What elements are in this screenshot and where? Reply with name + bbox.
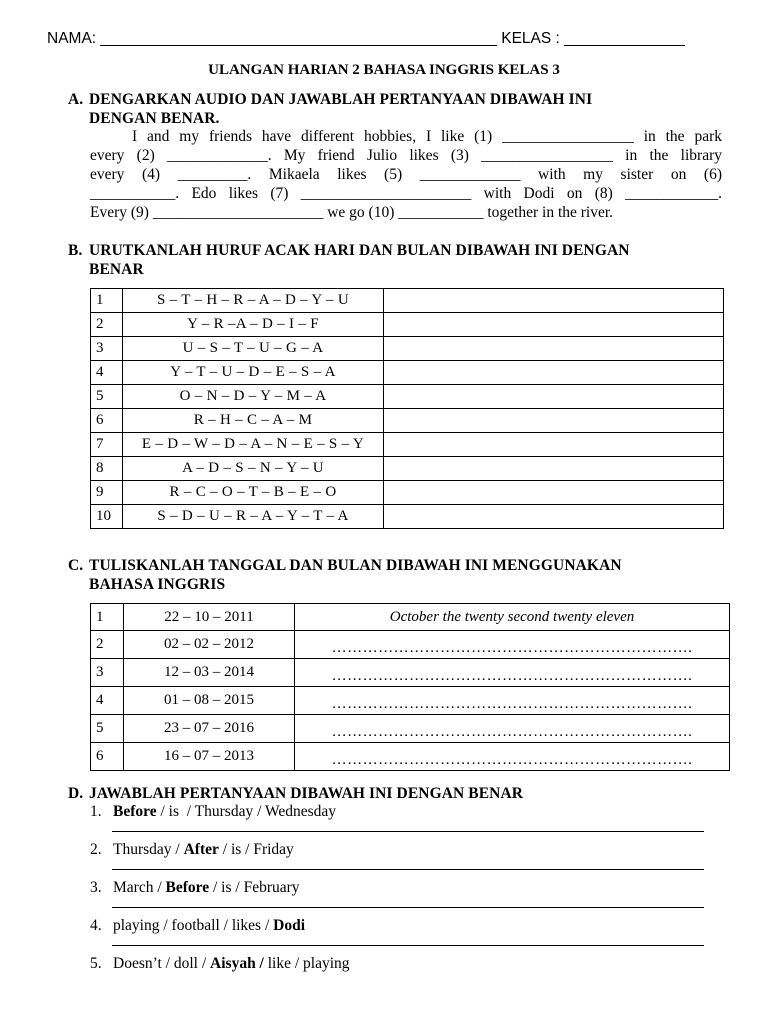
section-c-letter: C. xyxy=(68,557,84,574)
question-number: 3. xyxy=(90,879,102,896)
scrambled-row xyxy=(91,481,724,505)
question-bold-word: Before xyxy=(165,879,210,896)
scrambled-row xyxy=(91,457,724,481)
scrambled-row xyxy=(91,433,724,457)
section-d-heading-line: JAWABLAH PERTANYAAN DIBAWAH INI DENGAN BENAR xyxy=(89,785,524,802)
section-a-heading-line1: DENGARKAN AUDIO DAN JAWABLAH PERTANYAAN DIBAWAH INI xyxy=(89,91,593,108)
dates-table xyxy=(90,603,730,771)
answer-line[interactable] xyxy=(112,907,704,908)
scrambled-word: R – C – O – T – B – E – O xyxy=(123,481,384,505)
question-post: / is / Friday xyxy=(218,841,294,858)
row-number: 6 xyxy=(91,409,123,433)
answer-cell[interactable] xyxy=(384,505,724,529)
scrambled-word: O – N – D – Y – M – A xyxy=(123,385,384,409)
section-c-heading-line2: BAHASA INGGRIS xyxy=(89,576,226,593)
question-text xyxy=(90,955,350,973)
answer-line[interactable] xyxy=(112,869,704,870)
date-row xyxy=(91,631,730,659)
section-a-letter: A. xyxy=(68,91,84,108)
question-bold-word: Aisyah / xyxy=(210,955,264,972)
question-post: / is / February xyxy=(209,879,300,896)
answer-cell[interactable] xyxy=(384,409,724,433)
row-number: 3 xyxy=(91,337,123,361)
question-pre: Doesn’t / doll / xyxy=(113,955,211,972)
scrambled-row xyxy=(91,385,724,409)
section-c-heading xyxy=(68,556,728,594)
scrambled-word: R – H – C – A – M xyxy=(123,409,384,433)
date-row xyxy=(91,659,730,687)
scrambled-word: U – S – T – U – G – A xyxy=(123,337,384,361)
section-a-heading-line2: DENGAN BENAR. xyxy=(89,110,220,127)
answer-cell[interactable]: ……………………………………………………………. xyxy=(295,687,730,715)
section-d-heading xyxy=(68,784,728,803)
question-text xyxy=(90,917,305,935)
answer-line[interactable] xyxy=(112,945,704,946)
paragraph-line: every (4) _________. Mikaela likes (5) _____________ with my sister on (6) xyxy=(90,166,722,183)
section-b-heading xyxy=(68,241,728,279)
row-number: 4 xyxy=(91,687,124,715)
row-number: 2 xyxy=(91,313,123,337)
answer-cell[interactable]: ……………………………………………………………. xyxy=(295,659,730,687)
answer-cell[interactable] xyxy=(384,289,724,313)
scrambled-word: Y – R –A – D – I – F xyxy=(123,313,384,337)
answer-cell[interactable] xyxy=(384,481,724,505)
date-value: 16 – 07 – 2013 xyxy=(124,743,295,771)
row-number: 1 xyxy=(91,604,124,631)
question-item xyxy=(90,917,710,955)
answer-cell[interactable] xyxy=(384,385,724,409)
row-number: 1 xyxy=(91,289,123,313)
question-pre: March / xyxy=(113,879,166,896)
date-value: 02 – 02 – 2012 xyxy=(124,631,295,659)
row-number: 10 xyxy=(91,505,123,529)
section-b-heading-line1: URUTKANLAH HURUF ACAK HARI DAN BULAN DIBAWAH INI DENGAN xyxy=(89,242,630,259)
question-bold-word: Dodi xyxy=(273,917,306,934)
paragraph-line: I and my friends have different hobbies, I like (1) _________________ in the park xyxy=(132,128,722,145)
question-text xyxy=(90,841,294,859)
question-number: 2. xyxy=(90,841,102,858)
answer-cell[interactable] xyxy=(384,361,724,385)
section-c-heading-line1: TULISKANLAH TANGGAL DAN BULAN DIBAWAH INI MENGGUNAKAN xyxy=(89,557,622,574)
question-list xyxy=(90,803,710,993)
scrambled-row xyxy=(91,361,724,385)
question-text xyxy=(90,879,300,897)
scrambled-word: Y – T – U – D – E – S – A xyxy=(123,361,384,385)
row-number: 6 xyxy=(91,743,124,771)
question-item xyxy=(90,955,710,993)
scrambled-word: E – D – W – D – A – N – E – S – Y xyxy=(123,433,384,457)
row-number: 5 xyxy=(91,715,124,743)
question-item xyxy=(90,879,710,917)
example-answer: October the twenty second twenty eleven xyxy=(295,604,730,631)
scrambled-row xyxy=(91,313,724,337)
date-row xyxy=(91,715,730,743)
date-row xyxy=(91,743,730,771)
row-number: 7 xyxy=(91,433,123,457)
date-value: 12 – 03 – 2014 xyxy=(124,659,295,687)
row-number: 9 xyxy=(91,481,123,505)
section-a-heading xyxy=(68,90,728,128)
question-number: 4. xyxy=(90,917,102,934)
question-pre: Thursday / xyxy=(113,841,184,858)
scrambled-row xyxy=(91,409,724,433)
scrambled-words-table xyxy=(90,288,724,529)
row-number: 5 xyxy=(91,385,123,409)
date-row xyxy=(91,687,730,715)
scrambled-word: S – T – H – R – A – D – Y – U xyxy=(123,289,384,313)
row-number: 2 xyxy=(91,631,124,659)
answer-cell[interactable] xyxy=(384,433,724,457)
row-number: 3 xyxy=(91,659,124,687)
question-item xyxy=(90,803,710,841)
section-d-letter: D. xyxy=(68,785,84,802)
scrambled-row xyxy=(91,337,724,361)
paragraph-line: Every (9) ______________________ we go (10) ___________ together in the river. xyxy=(90,204,614,221)
scrambled-word: A – D – S – N – Y – U xyxy=(123,457,384,481)
date-value: 23 – 07 – 2016 xyxy=(124,715,295,743)
answer-cell[interactable] xyxy=(384,313,724,337)
question-text xyxy=(90,803,336,821)
answer-cell[interactable] xyxy=(384,337,724,361)
row-number: 8 xyxy=(91,457,123,481)
name-class-line: NAMA: ______________________________________________ KELAS : ______________ xyxy=(47,30,685,47)
question-number: 1. xyxy=(90,803,102,820)
answer-cell[interactable] xyxy=(384,457,724,481)
paragraph-line: ___________. Edo likes (7) ______________________ with Dodi on (8) ____________. xyxy=(90,185,722,202)
section-a-paragraph xyxy=(90,127,722,222)
section-b-letter: B. xyxy=(68,242,83,259)
question-bold-word: After xyxy=(183,841,219,858)
question-bold-word: Before xyxy=(113,803,157,820)
worksheet-title: ULANGAN HARIAN 2 BAHASA INGGRIS KELAS 3 xyxy=(208,62,560,78)
question-number: 5. xyxy=(90,955,102,972)
date-row xyxy=(91,604,730,631)
answer-cell[interactable]: ……………………………………………………………. xyxy=(295,743,730,771)
answer-cell[interactable]: ……………………………………………………………. xyxy=(295,631,730,659)
question-post: like / playing xyxy=(263,955,350,972)
scrambled-row xyxy=(91,505,724,529)
question-item xyxy=(90,841,710,879)
scrambled-row xyxy=(91,289,724,313)
answer-cell[interactable]: ……………………………………………………………. xyxy=(295,715,730,743)
date-value: 01 – 08 – 2015 xyxy=(124,687,295,715)
question-pre: playing / football / likes / xyxy=(113,917,274,934)
paragraph-line: every (2) _____________. My friend Julio likes (3) _________________ in the library xyxy=(90,147,722,164)
date-value: 22 – 10 – 2011 xyxy=(124,604,295,631)
section-b-heading-line2: BENAR xyxy=(89,261,144,278)
scrambled-word: S – D – U – R – A – Y – T – A xyxy=(123,505,384,529)
question-post: / is / Thursday / Wednesday xyxy=(156,803,337,820)
row-number: 4 xyxy=(91,361,123,385)
answer-line[interactable] xyxy=(112,831,704,832)
